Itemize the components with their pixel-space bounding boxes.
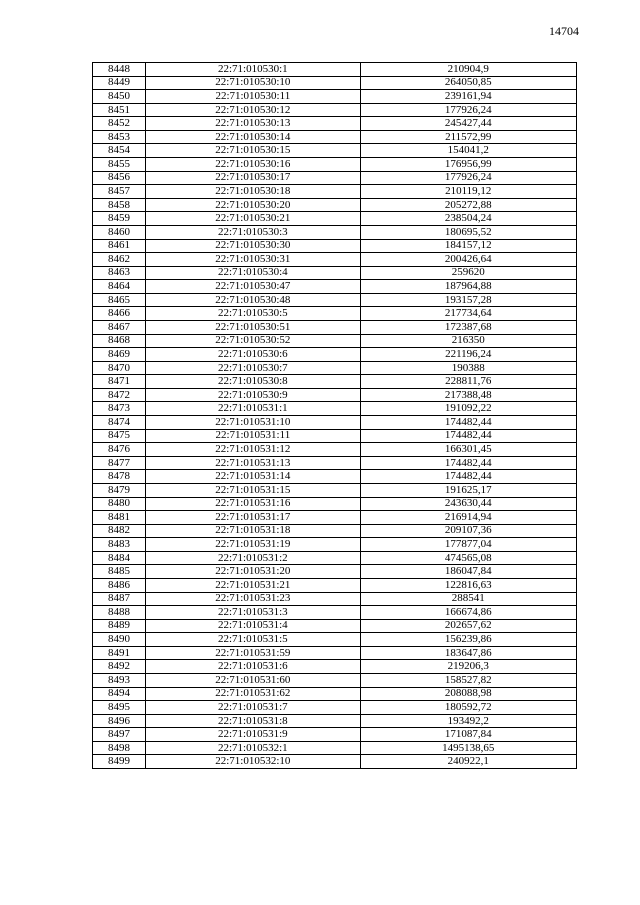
table-row	[93, 158, 577, 172]
cadastral-number-cell: 22:71:010530:3	[146, 225, 360, 239]
table-row	[93, 551, 577, 565]
table-row	[93, 606, 577, 620]
cadastral-value-cell: 180592,72	[360, 701, 576, 715]
cadastral-value-cell: 177877,04	[360, 538, 576, 552]
cadastral-number-cell: 22:71:010530:51	[146, 320, 360, 334]
cadastral-number-cell: 22:71:010530:47	[146, 280, 360, 294]
row-number-cell: 8478	[93, 470, 146, 484]
table-row	[93, 755, 577, 769]
cadastral-number-cell: 22:71:010531:23	[146, 592, 360, 606]
cadastral-number-cell: 22:71:010530:31	[146, 253, 360, 267]
table-row	[93, 470, 577, 484]
row-number-cell: 8460	[93, 225, 146, 239]
row-number-cell: 8456	[93, 171, 146, 185]
cadastral-value-cell: 217734,64	[360, 307, 576, 321]
row-number-cell: 8493	[93, 674, 146, 688]
row-number-cell: 8457	[93, 185, 146, 199]
cadastral-value-cell: 217388,48	[360, 388, 576, 402]
row-number-cell: 8483	[93, 538, 146, 552]
row-number-cell: 8479	[93, 483, 146, 497]
table-row	[93, 714, 577, 728]
cadastral-value-cell: 209107,36	[360, 524, 576, 538]
table-row	[93, 198, 577, 212]
row-number-cell: 8475	[93, 429, 146, 443]
cadastral-number-cell: 22:71:010531:16	[146, 497, 360, 511]
cadastral-number-cell: 22:71:010532:1	[146, 741, 360, 755]
table-row	[93, 429, 577, 443]
row-number-cell: 8492	[93, 660, 146, 674]
cadastral-number-cell: 22:71:010530:14	[146, 130, 360, 144]
cadastral-value-cell: 210904,9	[360, 63, 576, 77]
row-number-cell: 8486	[93, 578, 146, 592]
cadastral-number-cell: 22:71:010531:5	[146, 633, 360, 647]
table-row	[93, 293, 577, 307]
cadastral-value-cell: 156239,86	[360, 633, 576, 647]
row-number-cell: 8498	[93, 741, 146, 755]
cadastral-number-cell: 22:71:010531:21	[146, 578, 360, 592]
cadastral-value-cell: 193157,28	[360, 293, 576, 307]
cadastral-number-cell: 22:71:010531:11	[146, 429, 360, 443]
cadastral-value-cell: 193492,2	[360, 714, 576, 728]
cadastral-number-cell: 22:71:010530:52	[146, 334, 360, 348]
cadastral-number-cell: 22:71:010530:12	[146, 103, 360, 117]
row-number-cell: 8464	[93, 280, 146, 294]
cadastral-number-cell: 22:71:010530:11	[146, 90, 360, 104]
row-number-cell: 8477	[93, 456, 146, 470]
cadastral-number-cell: 22:71:010531:1	[146, 402, 360, 416]
row-number-cell: 8472	[93, 388, 146, 402]
table-row	[93, 130, 577, 144]
cadastral-number-cell: 22:71:010530:48	[146, 293, 360, 307]
row-number-cell: 8468	[93, 334, 146, 348]
row-number-cell: 8452	[93, 117, 146, 131]
cadastral-value-cell: 186047,84	[360, 565, 576, 579]
row-number-cell: 8476	[93, 443, 146, 457]
table-row	[93, 171, 577, 185]
cadastral-value-cell: 228811,76	[360, 375, 576, 389]
cadastral-value-cell: 221196,24	[360, 348, 576, 362]
table-row	[93, 443, 577, 457]
table-row	[93, 144, 577, 158]
row-number-cell: 8454	[93, 144, 146, 158]
cadastral-value-cell: 200426,64	[360, 253, 576, 267]
cadastral-value-cell: 177926,24	[360, 171, 576, 185]
cadastral-value-cell: 208088,98	[360, 687, 576, 701]
row-number-cell: 8496	[93, 714, 146, 728]
cadastral-value-cell: 191092,22	[360, 402, 576, 416]
table-row	[93, 687, 577, 701]
row-number-cell: 8485	[93, 565, 146, 579]
table-row	[93, 660, 577, 674]
cadastral-number-cell: 22:71:010531:12	[146, 443, 360, 457]
cadastral-value-cell: 183647,86	[360, 646, 576, 660]
row-number-cell: 8462	[93, 253, 146, 267]
cadastral-number-cell: 22:71:010531:2	[146, 551, 360, 565]
row-number-cell: 8481	[93, 511, 146, 525]
row-number-cell: 8484	[93, 551, 146, 565]
row-number-cell: 8497	[93, 728, 146, 742]
row-number-cell: 8499	[93, 755, 146, 769]
cadastral-value-cell: 174482,44	[360, 470, 576, 484]
table-row	[93, 320, 577, 334]
cadastral-value-cell: 219206,3	[360, 660, 576, 674]
cadastral-number-cell: 22:71:010531:3	[146, 606, 360, 620]
row-number-cell: 8473	[93, 402, 146, 416]
cadastral-number-cell: 22:71:010530:9	[146, 388, 360, 402]
row-number-cell: 8461	[93, 239, 146, 253]
table-row	[93, 497, 577, 511]
table-row	[93, 348, 577, 362]
cadastral-value-cell: 210119,12	[360, 185, 576, 199]
table-row	[93, 633, 577, 647]
row-number-cell: 8495	[93, 701, 146, 715]
cadastral-value-cell: 205272,88	[360, 198, 576, 212]
cadastral-value-cell: 238504,24	[360, 212, 576, 226]
table-row	[93, 592, 577, 606]
table-row	[93, 701, 577, 715]
row-number-cell: 8463	[93, 266, 146, 280]
cadastral-number-cell: 22:71:010530:20	[146, 198, 360, 212]
cadastral-number-cell: 22:71:010531:17	[146, 511, 360, 525]
cadastral-number-cell: 22:71:010530:4	[146, 266, 360, 280]
cadastral-number-cell: 22:71:010531:14	[146, 470, 360, 484]
table-row	[93, 416, 577, 430]
row-number-cell: 8458	[93, 198, 146, 212]
row-number-cell: 8474	[93, 416, 146, 430]
cadastral-value-cell: 264050,85	[360, 76, 576, 90]
table-row	[93, 239, 577, 253]
row-number-cell: 8490	[93, 633, 146, 647]
cadastral-number-cell: 22:71:010530:10	[146, 76, 360, 90]
table-row	[93, 578, 577, 592]
table-row	[93, 538, 577, 552]
cadastral-value-cell: 245427,44	[360, 117, 576, 131]
cadastral-value-cell: 122816,63	[360, 578, 576, 592]
cadastral-value-cell: 474565,08	[360, 551, 576, 565]
table-row	[93, 361, 577, 375]
cadastral-number-cell: 22:71:010531:20	[146, 565, 360, 579]
cadastral-value-cell: 191625,17	[360, 483, 576, 497]
cadastral-number-cell: 22:71:010530:18	[146, 185, 360, 199]
cadastral-value-cell: 158527,82	[360, 674, 576, 688]
cadastral-value-cell: 243630,44	[360, 497, 576, 511]
row-number-cell: 8471	[93, 375, 146, 389]
table-row	[93, 266, 577, 280]
row-number-cell: 8459	[93, 212, 146, 226]
cadastral-number-cell: 22:71:010530:21	[146, 212, 360, 226]
cadastral-number-cell: 22:71:010530:5	[146, 307, 360, 321]
cadastral-number-cell: 22:71:010531:9	[146, 728, 360, 742]
cadastral-value-cell: 166674,86	[360, 606, 576, 620]
cadastral-value-cell: 172387,68	[360, 320, 576, 334]
cadastral-number-cell: 22:71:010531:6	[146, 660, 360, 674]
table-row	[93, 619, 577, 633]
table-row	[93, 483, 577, 497]
cadastral-number-cell: 22:71:010530:30	[146, 239, 360, 253]
cadastral-value-cell: 174482,44	[360, 416, 576, 430]
table-row	[93, 90, 577, 104]
table-row	[93, 225, 577, 239]
row-number-cell: 8488	[93, 606, 146, 620]
row-number-cell: 8466	[93, 307, 146, 321]
row-number-cell: 8451	[93, 103, 146, 117]
row-number-cell: 8494	[93, 687, 146, 701]
table-row	[93, 253, 577, 267]
cadastral-number-cell: 22:71:010531:8	[146, 714, 360, 728]
table-row	[93, 674, 577, 688]
table-row	[93, 334, 577, 348]
cadastral-number-cell: 22:71:010530:7	[146, 361, 360, 375]
cadastral-value-cell: 288541	[360, 592, 576, 606]
table-row	[93, 185, 577, 199]
table-row	[93, 63, 577, 77]
cadastral-number-cell: 22:71:010530:16	[146, 158, 360, 172]
cadastral-value-cell: 174482,44	[360, 456, 576, 470]
cadastral-number-cell: 22:71:010531:60	[146, 674, 360, 688]
row-number-cell: 8465	[93, 293, 146, 307]
table-row	[93, 103, 577, 117]
row-number-cell: 8453	[93, 130, 146, 144]
row-number-cell: 8467	[93, 320, 146, 334]
cadastral-value-cell: 216350	[360, 334, 576, 348]
cadastral-number-cell: 22:71:010532:10	[146, 755, 360, 769]
cadastral-number-cell: 22:71:010531:19	[146, 538, 360, 552]
table-row	[93, 646, 577, 660]
cadastral-value-cell: 171087,84	[360, 728, 576, 742]
row-number-cell: 8449	[93, 76, 146, 90]
cadastral-value-cell: 1495138,65	[360, 741, 576, 755]
cadastral-value-cell: 177926,24	[360, 103, 576, 117]
table-body	[93, 63, 577, 769]
table-row	[93, 388, 577, 402]
cadastral-number-cell: 22:71:010531:10	[146, 416, 360, 430]
cadastral-number-cell: 22:71:010530:15	[146, 144, 360, 158]
page-number: 14704	[549, 24, 579, 38]
row-number-cell: 8448	[93, 63, 146, 77]
cadastral-value-cell: 239161,94	[360, 90, 576, 104]
cadastral-number-cell: 22:71:010531:7	[146, 701, 360, 715]
table-row	[93, 212, 577, 226]
cadastral-value-cell: 240922,1	[360, 755, 576, 769]
table-row	[93, 76, 577, 90]
cadastral-value-cell: 184157,12	[360, 239, 576, 253]
table-row	[93, 280, 577, 294]
cadastral-value-cell: 202657,62	[360, 619, 576, 633]
cadastral-value-cell: 166301,45	[360, 443, 576, 457]
row-number-cell: 8487	[93, 592, 146, 606]
cadastral-number-cell: 22:71:010531:15	[146, 483, 360, 497]
row-number-cell: 8482	[93, 524, 146, 538]
cadastral-number-cell: 22:71:010530:17	[146, 171, 360, 185]
cadastral-value-cell: 216914,94	[360, 511, 576, 525]
row-number-cell: 8450	[93, 90, 146, 104]
cadastral-number-cell: 22:71:010531:62	[146, 687, 360, 701]
table-row	[93, 402, 577, 416]
cadastral-value-cell: 176956,99	[360, 158, 576, 172]
table-row	[93, 307, 577, 321]
table-row	[93, 741, 577, 755]
cadastral-value-cell: 187964,88	[360, 280, 576, 294]
cadastral-value-cell: 180695,52	[360, 225, 576, 239]
row-number-cell: 8469	[93, 348, 146, 362]
table-row	[93, 375, 577, 389]
table-row	[93, 511, 577, 525]
cadastral-number-cell: 22:71:010531:4	[146, 619, 360, 633]
row-number-cell: 8480	[93, 497, 146, 511]
cadastral-number-cell: 22:71:010531:59	[146, 646, 360, 660]
row-number-cell: 8489	[93, 619, 146, 633]
cadastral-value-cell: 211572,99	[360, 130, 576, 144]
cadastral-number-cell: 22:71:010530:6	[146, 348, 360, 362]
row-number-cell: 8455	[93, 158, 146, 172]
cadastral-number-cell: 22:71:010530:8	[146, 375, 360, 389]
row-number-cell: 8491	[93, 646, 146, 660]
table-row	[93, 117, 577, 131]
cadastral-value-cell: 259620	[360, 266, 576, 280]
cadastral-number-cell: 22:71:010530:1	[146, 63, 360, 77]
table-row	[93, 565, 577, 579]
cadastral-value-cell: 190388	[360, 361, 576, 375]
cadastral-number-cell: 22:71:010531:13	[146, 456, 360, 470]
table-row	[93, 728, 577, 742]
table-row	[93, 524, 577, 538]
cadastral-number-cell: 22:71:010531:18	[146, 524, 360, 538]
cadastral-number-cell: 22:71:010530:13	[146, 117, 360, 131]
cadastral-value-cell: 154041,2	[360, 144, 576, 158]
cadastral-value-table	[92, 62, 577, 769]
table-row	[93, 456, 577, 470]
cadastral-value-cell: 174482,44	[360, 429, 576, 443]
row-number-cell: 8470	[93, 361, 146, 375]
